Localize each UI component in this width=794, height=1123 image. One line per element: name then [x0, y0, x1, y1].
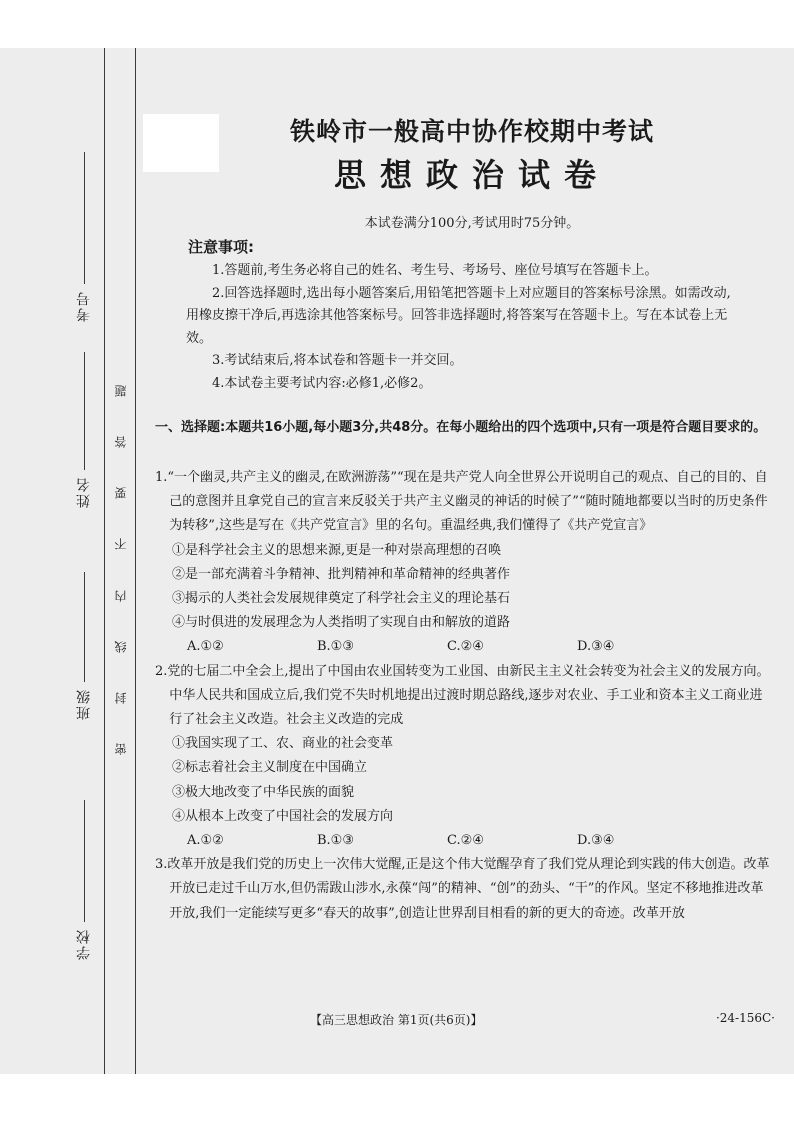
notice-list: [186, 260, 742, 396]
seal-char: 线: [113, 640, 128, 653]
exam-number-label: 考号: [76, 290, 92, 322]
question-stem: 2.党的七届二中全会上,提出了中国由农业国转变为工业国、由新民主主义社会转变为社会主义的发展方向。中华人民共和国成立后,我们党不失时机地提出过渡时期总路线,逐步对农业、手工业和资本主义工商业进行了社会主义改造。社会主义改造的完成: [155, 663, 770, 728]
class-label: 班级: [76, 688, 92, 720]
seal-char: 不: [113, 538, 128, 551]
exam-number-field[interactable]: [72, 152, 96, 322]
notice-heading: 注意事项:: [188, 238, 254, 256]
class-field[interactable]: [72, 572, 96, 720]
question-stem: 3.改革开放是我们党的历史上一次伟大觉醒,正是这个伟大觉醒孕育了我们党从理论到实践的伟大创造。改革开放已走过千山万水,但仍需跋山涉水,永葆“闯”的精神、“创”的劲头、“干”的作风。坚定不移地推进改革开放,我们一定能续写更多“春天的故事”,创造让世界刮目相看的新的更大的奇迹。改革开放: [155, 857, 770, 921]
exam-title: 铁岭市一般高中协作校期中考试: [289, 117, 654, 146]
answer-choices: [155, 635, 773, 659]
seal-line-notice: [110, 385, 130, 755]
school-blank[interactable]: [84, 800, 85, 922]
binding-line-inner: [135, 48, 136, 1074]
seal-char: 要: [113, 487, 128, 500]
school-label: 学校: [76, 928, 92, 960]
answer-choices: [155, 829, 773, 853]
statement-option: ②标志着社会主义制度在中国确立: [172, 760, 368, 776]
name-blank[interactable]: [84, 352, 85, 470]
question-2: [155, 660, 773, 854]
notice-item: 2.回答选择题时,选出每小题答案后,用铅笔把答题卡上对应题目的答案标号涂黑。如需改动,用橡皮擦干净后,再选涂其他答案标号。回答非选择题时,将答案写在答题卡上。写在本试卷上无效。: [186, 285, 731, 346]
question-3: [155, 853, 773, 926]
notice-item: 3.考试结束后,将本试卷和答题卡一并交回。: [212, 353, 463, 369]
question-list: [155, 466, 773, 926]
choice-c[interactable]: C.②④: [447, 833, 484, 849]
statement-option: ③揭示的人类社会发展规律奠定了科学社会主义的理论基石: [172, 591, 511, 607]
paper-title: 思想政治试卷: [333, 156, 610, 194]
exam-number-blank[interactable]: [84, 152, 85, 284]
choice-b[interactable]: B.①③: [317, 639, 354, 655]
seal-char: 内: [113, 589, 128, 602]
seal-char: 封: [113, 691, 128, 704]
statement-option: ④从根本上改变了中国社会的发展方向: [172, 808, 394, 824]
choice-c[interactable]: C.②④: [447, 639, 484, 655]
question-stem: 1.“一个幽灵,共产主义的幽灵,在欧洲游荡”“现在是共产党人向全世界公开说明自己的观点、自己的目的、自己的意图并且拿党自己的宣言来反驳关于共产主义幽灵的神话的时候了”“随时随地都要以当时的历史条件为转移”,这些是写在《共产党宣言》里的名句。重温经典,我们懂得了《共产党宣言》: [155, 470, 768, 534]
statement-option: ①是科学社会主义的思想来源,更是一种对崇高理想的召唤: [172, 542, 502, 558]
choice-d[interactable]: D.③④: [577, 833, 615, 849]
statement-option: ③极大地改变了中华民族的面貌: [172, 784, 355, 800]
seal-char: 题: [113, 385, 128, 397]
section-heading: [155, 417, 773, 439]
seal-char: 答: [113, 436, 128, 449]
binding-line-outer: [104, 48, 105, 1074]
paper-code: ·24-156C·: [715, 1011, 775, 1025]
notice-item: 4.本试卷主要考试内容:必修1,必修2。: [212, 375, 432, 391]
school-field[interactable]: [72, 800, 96, 960]
choice-b[interactable]: B.①③: [317, 833, 354, 849]
statement-option: ④与时俱进的发展理念为人类指明了实现自由和解放的道路: [172, 615, 511, 631]
exam-intro: 本试卷满分100分,考试用时75分钟。: [364, 216, 580, 231]
seal-char: 密: [113, 742, 128, 755]
choice-a[interactable]: A.①②: [187, 639, 224, 655]
name-label: 姓名: [76, 476, 92, 508]
question-1: [155, 466, 773, 660]
page-info: 【高三思想政治 第1页(共6页)】: [310, 1013, 483, 1027]
choice-d[interactable]: D.③④: [577, 639, 615, 655]
name-field[interactable]: [72, 352, 96, 508]
class-blank[interactable]: [84, 572, 85, 682]
notice-item: 1.答题前,考生务必将自己的姓名、考生号、考场号、座位号填写在答题卡上。: [212, 263, 658, 278]
choice-a[interactable]: A.①②: [187, 833, 224, 849]
statement-option: ②是一部充满着斗争精神、批判精神和革命精神的经典著作: [172, 566, 511, 582]
statement-option: ①我国实现了工、农、商业的社会变革: [172, 736, 394, 752]
section-instructions: 一、选择题:本题共16小题,每小题3分,共48分。在每小题给出的四个选项中,只有一项是符合题目要求的。: [155, 420, 767, 435]
